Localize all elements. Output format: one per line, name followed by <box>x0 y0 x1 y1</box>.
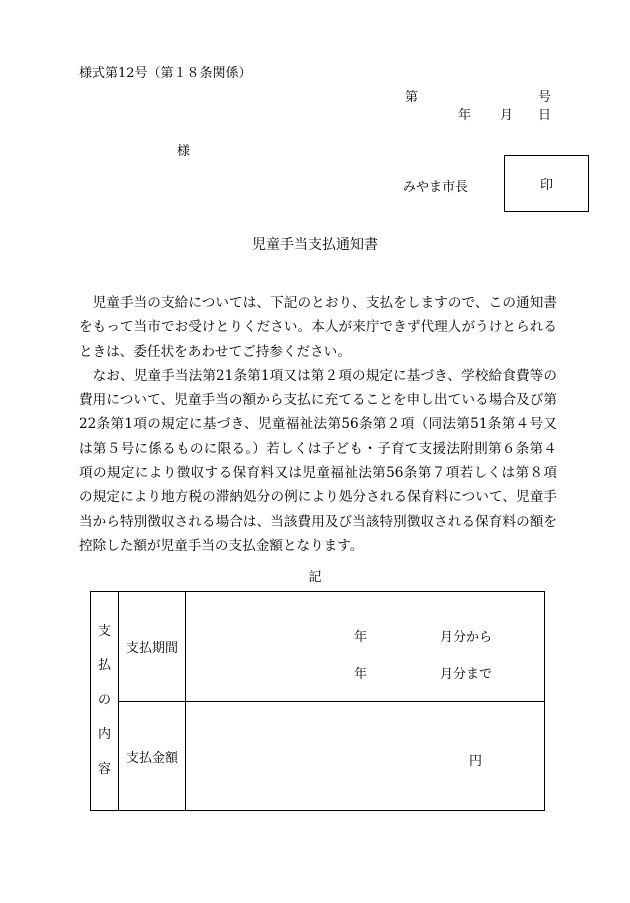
document-number-label: 第 <box>405 90 419 105</box>
payment-amount-value <box>186 702 545 811</box>
period-to-year: 年 <box>354 667 368 682</box>
date-month-label: 月 <box>500 108 514 123</box>
vertical-char: の <box>97 692 111 708</box>
period-to-month: 月分まで <box>440 667 493 682</box>
document-number-suffix: 号 <box>538 90 552 105</box>
form-number: 様式第12号（第１８条関係） <box>79 66 252 81</box>
payment-amount-label: 支払金額 <box>119 702 186 811</box>
issuer-mayor: みやま市長 <box>403 180 469 195</box>
body-paragraph-1: 児童手当の支給については、下記のとおり、支払をしますので、この通知書をもって当市でお受けとりください。本人が来庁できず代理人がうけとられるときは、委任状をあわせてご持参ください。 <box>79 295 557 360</box>
payment-period-value <box>186 592 545 702</box>
ki-heading: 記 <box>308 570 322 585</box>
addressee-suffix: 様 <box>177 144 191 159</box>
date-day-label: 日 <box>538 108 552 123</box>
vertical-char: 容 <box>97 761 111 777</box>
body-paragraph-2: なお、児童手当法第21条第1項又は第２項の規定に基づき、学校給食費等の費用について、児童手当の額から支払に充てることを申し出ている場合及び第22条第1項の規定に基づき、児童福祉法第56条第２項（同法第51条第４号又は第５号に係るものに限る。）若しくは子ども・子育て支援法附則第６条第４項の規定により徴収する保育料又は児童福祉法第56条第７項若しくは第８項の規定により地方税の滞納処分の例により処分される保育料について、児童手当から特別徴収される場合は、当該費用及び当該特別徴収される保育料の額を控除した額が児童手当の支払金額となります。 <box>79 367 557 554</box>
vertical-char: 払 <box>97 658 111 674</box>
seal-box <box>504 155 589 212</box>
document-title: 児童手当支払通知書 <box>252 237 378 253</box>
vertical-char: 支 <box>97 623 111 639</box>
date-year-label: 年 <box>458 108 472 123</box>
seal-label: 印 <box>539 178 553 193</box>
payment-details-table <box>90 591 545 811</box>
amount-unit: 円 <box>469 754 483 769</box>
payment-period-label: 支払期間 <box>119 592 186 702</box>
payment-contents-label <box>91 592 119 811</box>
notice-body <box>79 291 557 558</box>
period-from-year: 年 <box>354 630 368 645</box>
period-from-month: 月分から <box>440 630 493 645</box>
vertical-char: 内 <box>97 727 111 743</box>
